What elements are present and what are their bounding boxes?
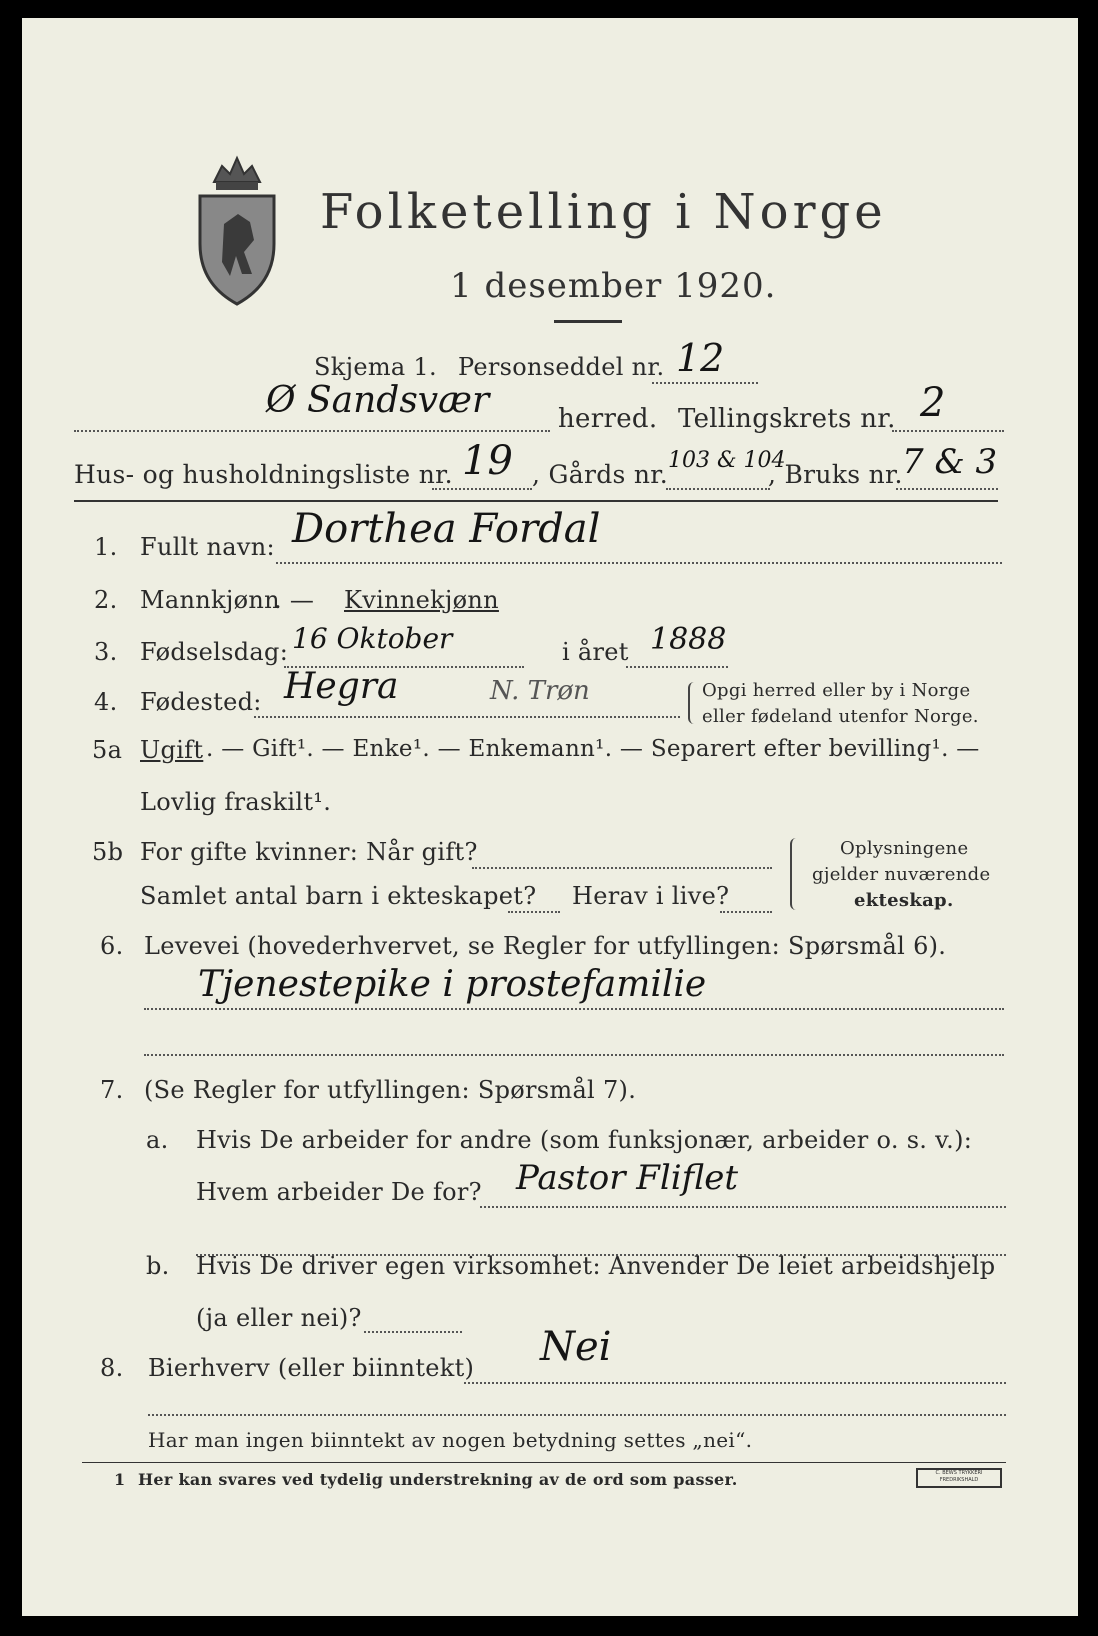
q4-note-brace <box>688 682 698 724</box>
q6-label: Levevei (hovederhvervet, se Regler for utfyllingen: Spørsmål 6). <box>144 932 947 960</box>
q5a-options: . — Gift¹. — Enke¹. — Enkemann¹. — Separert efter bevilling¹. — <box>206 736 980 762</box>
q1-value: Dorthea Fordal <box>292 506 601 552</box>
census-form-sheet <box>22 18 1078 1616</box>
q8-value: Nei <box>540 1324 612 1370</box>
q6-line1 <box>144 1008 1004 1010</box>
bruks-label: , Bruks nr. <box>768 460 903 489</box>
q1-line <box>276 562 1002 564</box>
q7-number: 7. <box>100 1076 124 1104</box>
q5b-alive-label: Herav i live? <box>572 882 730 910</box>
husliste-label: Hus- og husholdningsliste nr. <box>74 460 453 489</box>
q5b-note-brace <box>790 838 800 910</box>
q7a-letter: a. <box>146 1126 169 1154</box>
footer-note: Har man ingen biinntekt av nogen betydning settes „nei“. <box>148 1428 753 1452</box>
q1-label: Fullt navn: <box>140 533 275 561</box>
q5a-ugift: Ugift <box>140 736 204 764</box>
q4-note-line1: Opgi herred eller by i Norge <box>702 680 971 701</box>
tellingskrets-label: Tellingskrets nr. <box>678 404 896 434</box>
q2-number: 2. <box>94 586 118 614</box>
q5b-line1 <box>472 867 772 869</box>
q6-number: 6. <box>100 932 124 960</box>
q3-year-value: 1888 <box>650 622 727 657</box>
printer-stamp-line1: C. BEWS TRYKKERI <box>935 1470 983 1476</box>
q7b-line2: (ja eller nei)? <box>196 1304 362 1332</box>
q5b-children-label: Samlet antal barn i ekteskapet? <box>140 882 537 910</box>
q8-number: 8. <box>100 1354 124 1382</box>
footnote-rule <box>82 1462 1006 1463</box>
schema-label: Skjema 1. <box>314 353 437 381</box>
personseddel-value: 12 <box>676 336 725 380</box>
q2-male: Mannkjønn <box>140 586 280 614</box>
page-title: Folketelling i Norge <box>320 184 887 240</box>
personseddel-label: Personseddel nr. <box>458 353 665 381</box>
q3-number: 3. <box>94 638 118 666</box>
q2-female: Kvinnekjønn <box>344 586 499 614</box>
q2-separator: . — <box>274 586 315 614</box>
norwegian-coat-of-arms-icon <box>194 144 280 308</box>
herred-line <box>74 430 550 432</box>
q6-value: Tjenestepike i prostefamilie <box>198 964 707 1005</box>
q7b-line <box>364 1331 462 1333</box>
q7a-value: Pastor Fliflet <box>516 1158 739 1198</box>
personseddel-line <box>652 382 758 384</box>
q3-year-line <box>626 666 728 668</box>
q5b-number: 5b <box>92 838 124 866</box>
q5b-note-line3: ekteskap. <box>854 890 954 911</box>
husliste-line <box>432 488 532 490</box>
q7a-line <box>480 1206 1006 1208</box>
q5a-line2: Lovlig fraskilt¹. <box>140 788 332 816</box>
gaards-value: 103 & 104 <box>668 448 786 473</box>
title-divider <box>554 320 622 323</box>
q7b-letter: b. <box>146 1252 170 1280</box>
bruks-value: 7 & 3 <box>902 442 998 482</box>
q6-line2 <box>144 1054 1004 1056</box>
tellingskrets-line <box>892 430 1004 432</box>
husliste-value: 19 <box>462 438 513 484</box>
q7a-line1: Hvis De arbeider for andre (som funksjonær, arbeider o. s. v.): <box>196 1126 973 1154</box>
header-rule <box>74 500 998 502</box>
q8-line1 <box>464 1382 1006 1384</box>
q3-value: 16 Oktober <box>292 622 453 655</box>
gaards-label: , Gårds nr. <box>532 460 669 489</box>
q5a-number: 5a <box>92 736 123 764</box>
q8-line2 <box>148 1414 1006 1416</box>
q4-note-line2: eller fødeland utenfor Norge. <box>702 706 979 727</box>
q5b-note-line1: Oplysningene <box>840 838 969 859</box>
footnote-mark: 1 <box>114 1470 126 1489</box>
bruks-line <box>896 488 998 490</box>
q8-label: Bierhverv (eller biinntekt) <box>148 1354 475 1382</box>
q5b-label: For gifte kvinner: Når gift? <box>140 838 478 866</box>
printer-stamp-line2: FREDRIKSHALD <box>939 1477 979 1483</box>
q3-label: Fødselsdag: <box>140 638 289 666</box>
q3-year-label: i året <box>562 638 629 666</box>
q4-value-region: N. Trøn <box>490 676 590 706</box>
q7b-line1: Hvis De driver egen virksomhet: Anvender De leiet arbeidshjelp <box>196 1252 996 1280</box>
q4-value: Hegra <box>284 666 399 707</box>
q5b-note-line2: gjelder nuværende <box>812 864 991 885</box>
q4-line <box>254 716 680 718</box>
q7-label: (Se Regler for utfyllingen: Spørsmål 7). <box>144 1076 637 1104</box>
q1-number: 1. <box>94 533 118 561</box>
q5b-alive-line <box>720 911 772 913</box>
gaards-line <box>666 488 770 490</box>
q4-label: Fødested: <box>140 688 262 716</box>
q5b-children-line <box>508 911 560 913</box>
printer-stamp <box>916 1468 1002 1488</box>
footnote-text: Her kan svares ved tydelig understrekning av de ord som passer. <box>138 1470 738 1489</box>
census-date: 1 desember 1920. <box>450 266 777 306</box>
herred-value: Ø Sandsvær <box>266 380 490 421</box>
tellingskrets-value: 2 <box>920 380 946 426</box>
herred-label: herred. <box>558 404 658 434</box>
q7a-line2: Hvem arbeider De for? <box>196 1178 482 1206</box>
q4-number: 4. <box>94 688 118 716</box>
